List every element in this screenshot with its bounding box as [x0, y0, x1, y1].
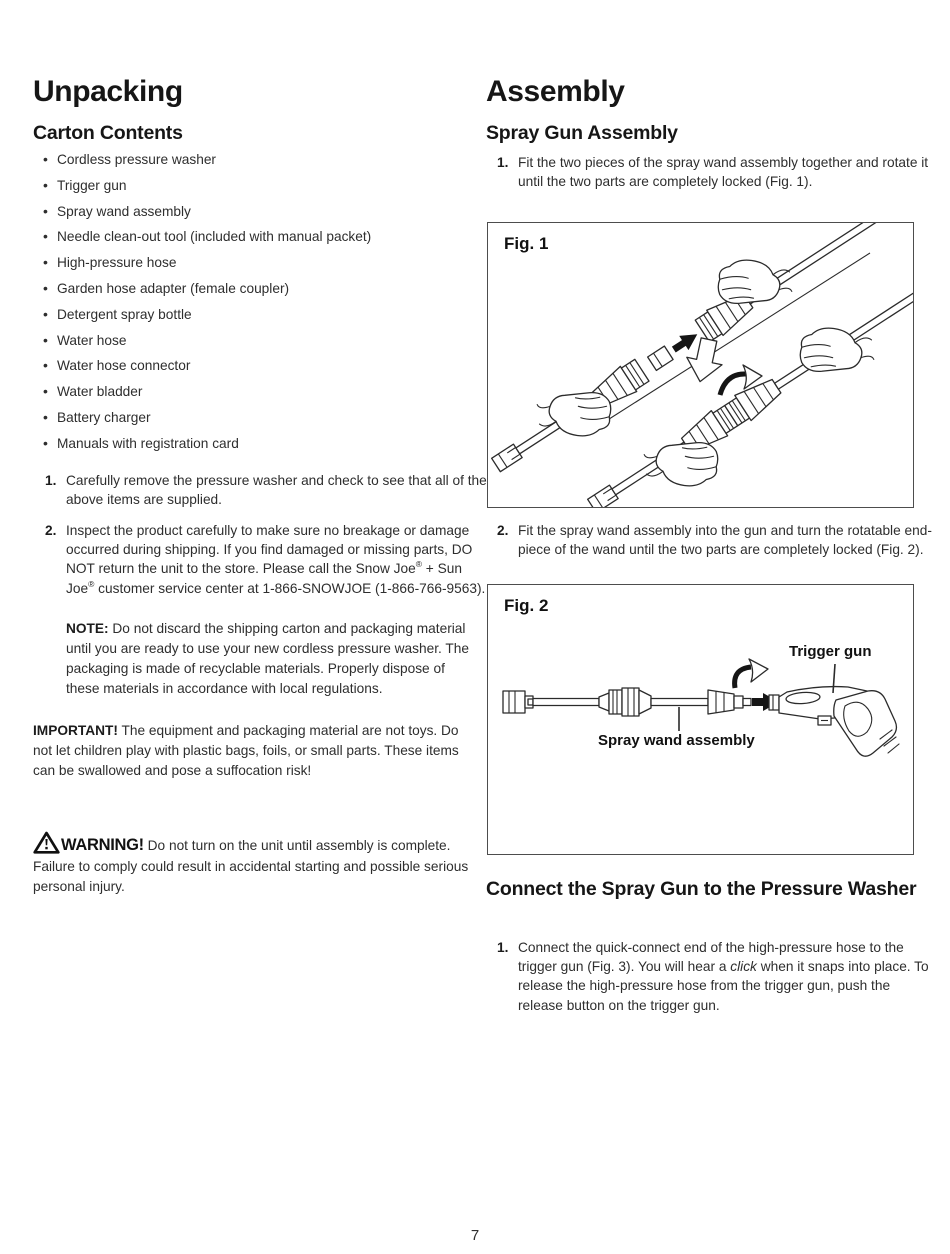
- list-item-text: Garden hose adapter (female coupler): [57, 280, 290, 296]
- list-item-text: Detergent spray bottle: [57, 306, 192, 322]
- carton-contents-list: [33, 152, 470, 462]
- list-item-text: Water hose: [57, 332, 127, 348]
- list-item: [33, 255, 470, 281]
- fig1-illustration: [488, 223, 914, 508]
- step-text-part: Connect the quick-connect end of the high-pressure hose to the trigger gun (Fig. 3). You will hear a: [518, 940, 904, 975]
- step-text-part: + Sun Joe: [66, 561, 462, 596]
- registered-trademark: ®: [415, 559, 422, 570]
- step-text-part: customer service center at 1-866-SNOWJOE (1-866-766-9563).: [94, 580, 486, 596]
- list-item: [33, 229, 470, 255]
- registered-trademark: ®: [88, 578, 95, 589]
- step-text: [66, 523, 485, 596]
- list-item-text: High-pressure hose: [57, 255, 177, 271]
- spray-gun-assembly-title: Spray Gun Assembly: [486, 122, 678, 144]
- important-text: The equipment and packaging material are not toys. Do not let children play with plastic bags, foils, or small parts. These items can be swallowed and pose a suffocation risk!: [33, 723, 459, 778]
- step-text: Fit the two pieces of the spray wand assembly together and rotate it until the two parts are completely locked (Fig. 1).: [518, 155, 929, 190]
- step-text-italic: click: [730, 959, 757, 975]
- step-number: 2.: [497, 523, 509, 538]
- important-paragraph: [33, 721, 470, 781]
- carton-contents-title: Carton Contents: [33, 122, 183, 144]
- list-item: [33, 358, 470, 384]
- list-item: [33, 384, 470, 410]
- list-item: [33, 436, 470, 462]
- unpacking-step-1: [45, 471, 491, 509]
- step-number: 1.: [497, 940, 509, 955]
- connect-step-1: [497, 938, 936, 1015]
- warning-triangle-icon: [33, 831, 60, 854]
- step-number: 2.: [45, 523, 57, 538]
- note-label: NOTE:: [66, 621, 109, 636]
- warning-text: Do not turn on the unit until assembly is complete. Failure to comply could result in accidental starting and possible serious personal injury.: [33, 838, 469, 894]
- list-item: [33, 281, 470, 307]
- list-item-text: Manuals with registration card: [57, 435, 239, 451]
- fig2-spray-wand-label: Spray wand assembly: [598, 732, 755, 749]
- step-text-part: when it snaps into place. To release the high-pressure hose from the trigger gun, push the release button on the trigger gun.: [518, 959, 929, 1013]
- step-text-part: Inspect the product carefully to make sure no breakage or damage occurred during shipping. If you find damaged or missing parts, DO NOT return the unit to the store. Please call the Snow Joe: [66, 523, 473, 577]
- step-text: Carefully remove the pressure washer and check to see that all of the above items are supplied.: [66, 473, 487, 508]
- fig2-trigger-gun-label: Trigger gun: [789, 643, 872, 660]
- list-item-text: Battery charger: [57, 409, 151, 425]
- list-item: [33, 152, 470, 178]
- connect-spray-gun-title: Connect the Spray Gun to the Pressure Washer: [486, 878, 917, 900]
- assembly-title: Assembly: [486, 75, 625, 108]
- list-item-text: Cordless pressure washer: [57, 152, 216, 167]
- note-paragraph: [66, 619, 470, 699]
- step-text: [518, 940, 929, 1013]
- fig2-illustration: [488, 585, 914, 855]
- list-item: [33, 178, 470, 204]
- list-item: [33, 307, 470, 333]
- figure-1-label: Fig. 1: [504, 234, 549, 253]
- list-item-text: Water hose connector: [57, 358, 191, 374]
- figure-2-label: Fig. 2: [504, 596, 549, 615]
- list-item: [33, 333, 470, 359]
- step-text: Fit the spray wand assembly into the gun and turn the rotatable end-piece of the wand until the two parts are completely locked (Fig. 2).: [518, 523, 932, 558]
- important-label: IMPORTANT!: [33, 723, 118, 738]
- figure-1: [487, 222, 914, 508]
- assembly-step-2: [497, 521, 936, 559]
- list-item-text: Water bladder: [57, 384, 143, 400]
- note-text: Do not discard the shipping carton and packaging material until you are ready to use your new cordless pressure washer. The packaging is made of recyclable materials. Properly dispose of these materials in accordance with local regulations.: [66, 621, 469, 696]
- list-item-text: Trigger gun: [57, 177, 127, 193]
- warning-paragraph: [33, 831, 470, 898]
- step-number: 1.: [45, 473, 57, 488]
- step-number: 1.: [497, 155, 509, 170]
- warning-label: WARNING!: [61, 836, 144, 854]
- page-number: 7: [470, 1227, 480, 1244]
- unpacking-title: Unpacking: [33, 75, 183, 108]
- assembly-step-1: [497, 153, 936, 191]
- unpacking-step-2: [45, 521, 491, 598]
- list-item: [33, 204, 470, 230]
- list-item: [33, 410, 470, 436]
- figure-2: [487, 584, 914, 855]
- list-item-text: Needle clean-out tool (included with manual packet): [57, 229, 372, 245]
- list-item-text: Spray wand assembly: [57, 203, 191, 219]
